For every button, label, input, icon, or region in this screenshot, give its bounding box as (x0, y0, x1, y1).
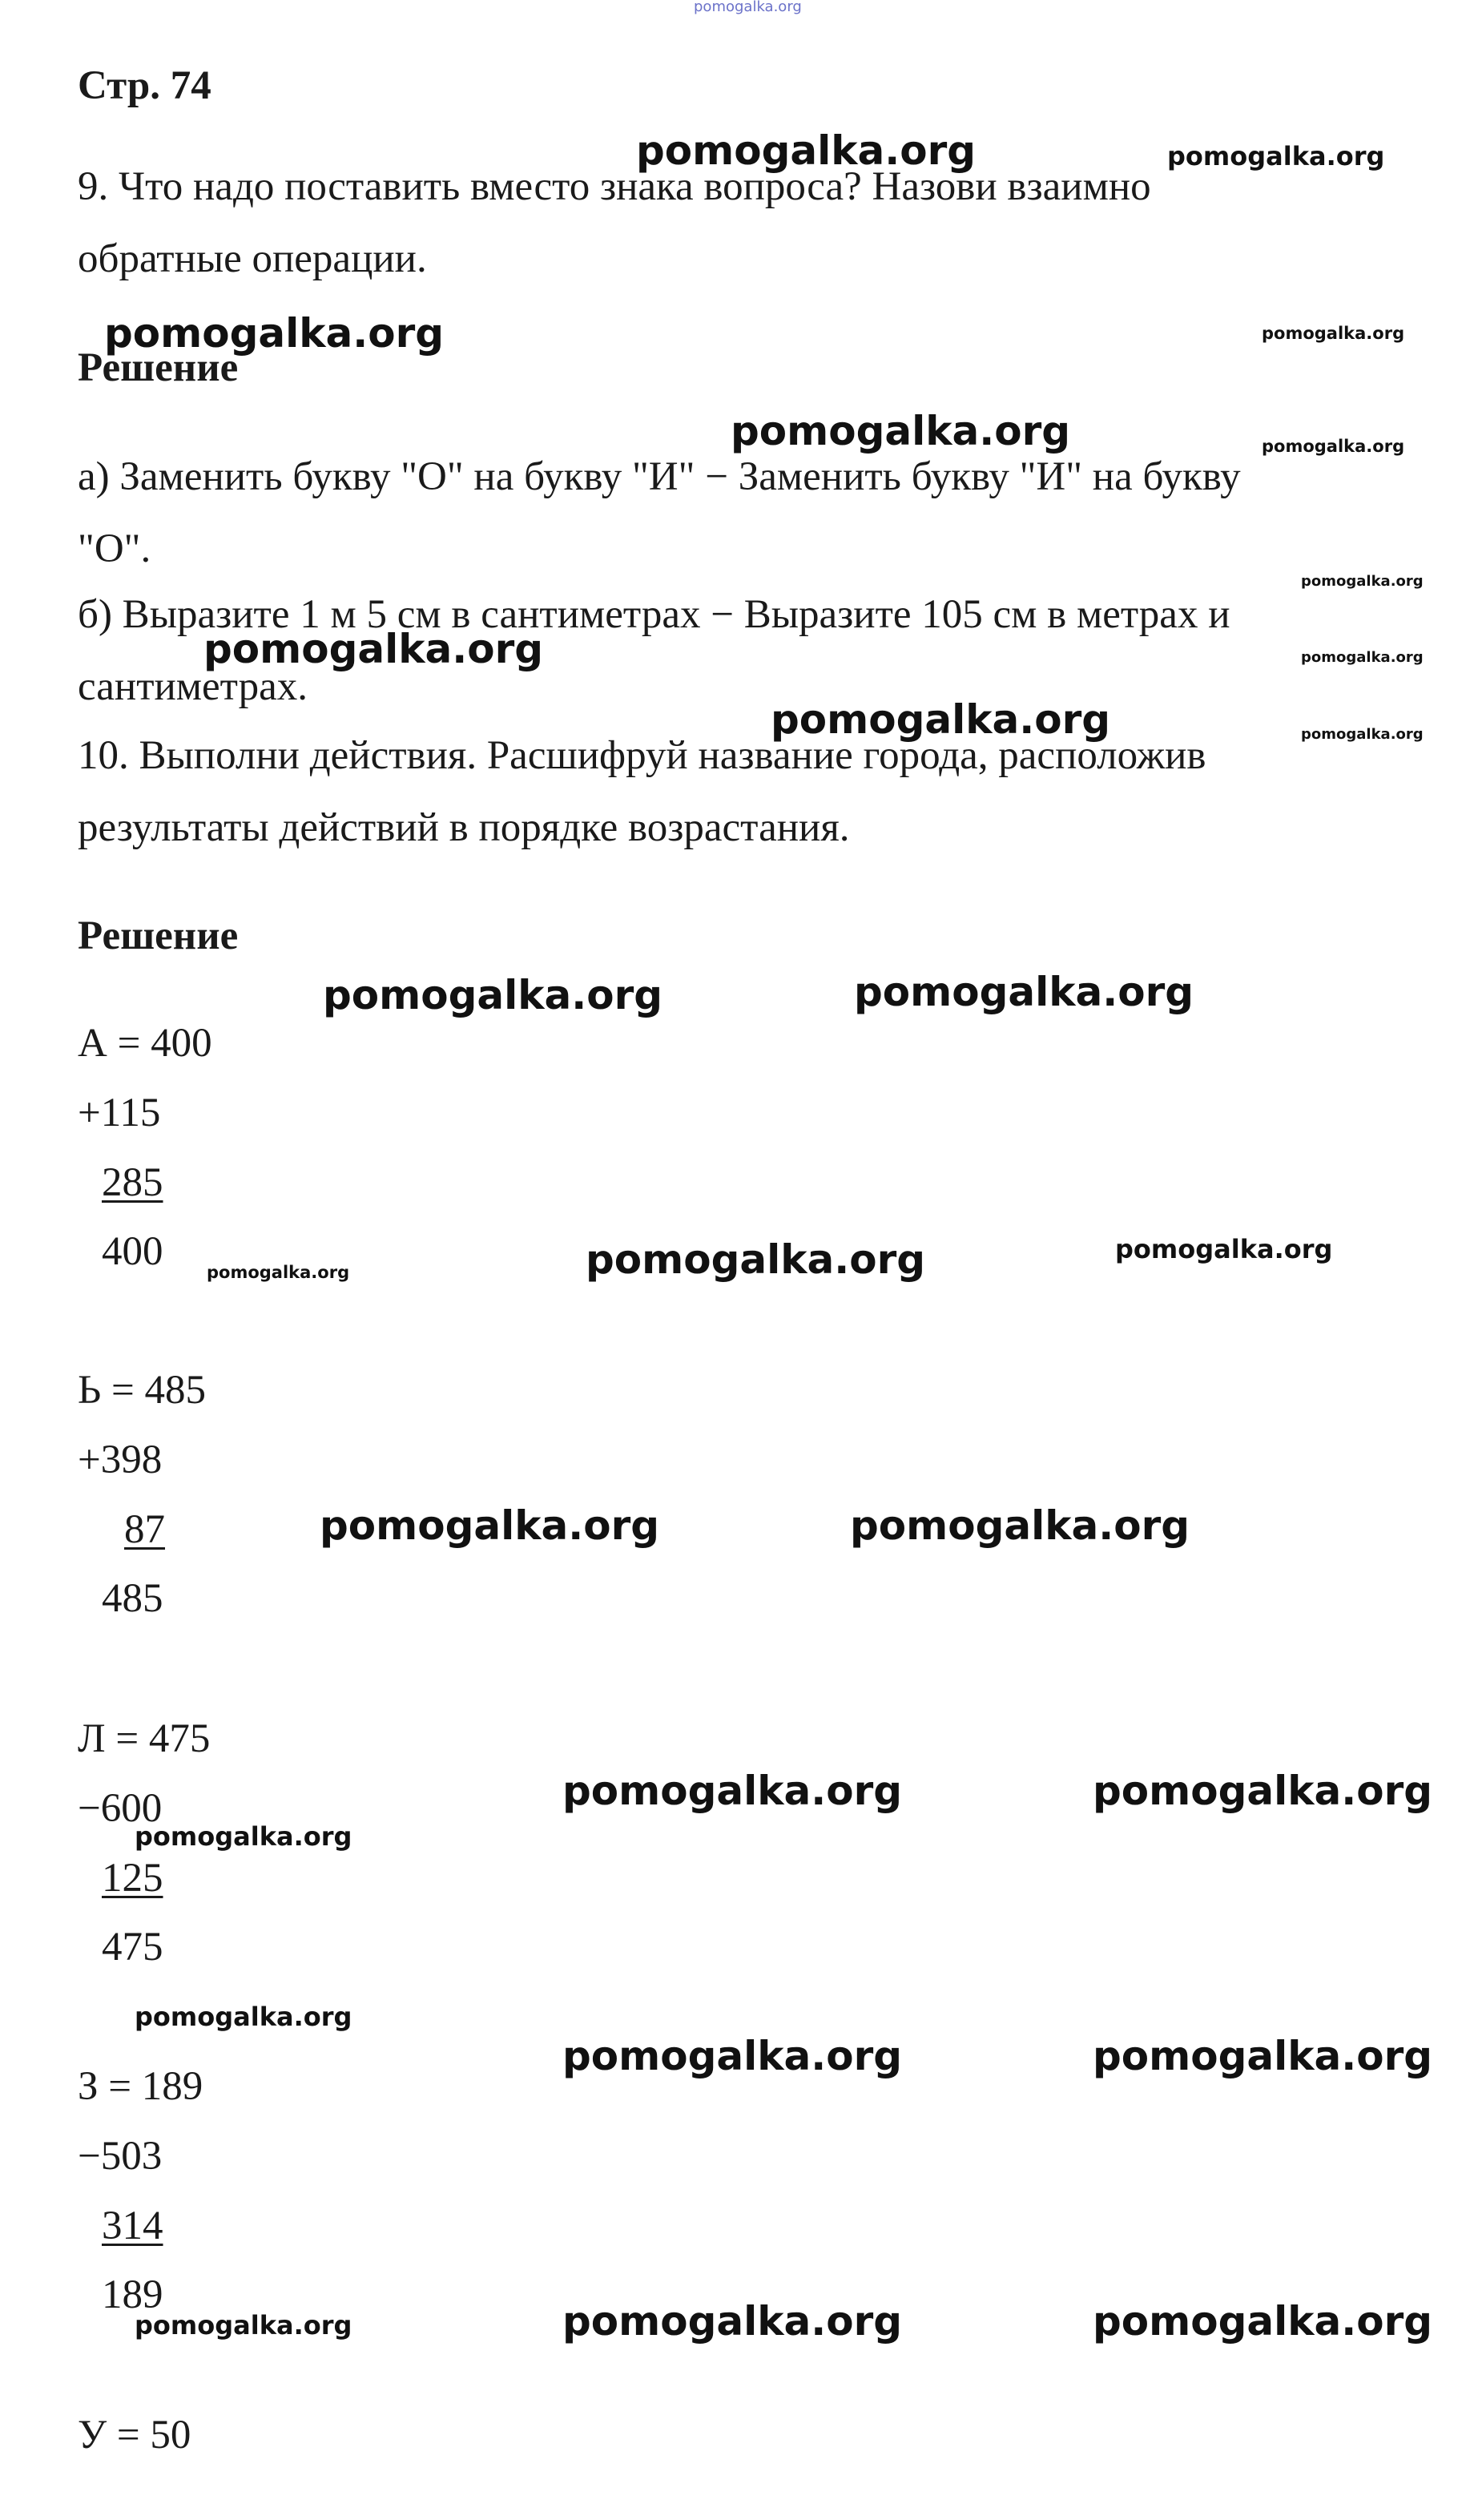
calc-soft-sign-check: 485 (102, 1576, 163, 1621)
watermark: pomogalka.org (1093, 2298, 1433, 2345)
watermark: pomogalka.org (135, 1821, 352, 1852)
task10-question-line1: 10. Выполни действия. Расшифруй название города, расположив (78, 733, 1206, 778)
calc-a-second-operand: 285 (102, 1160, 163, 1205)
watermark: pomogalka.org (731, 408, 1071, 454)
calc-z-second-operand: 314 (102, 2203, 163, 2248)
calc-a-operand: +115 (78, 1091, 161, 1135)
task10-solution-heading: Решение (78, 913, 239, 958)
watermark: pomogalka.org (135, 2002, 352, 2032)
calc-l-result: Л = 475 (78, 1716, 211, 1761)
watermark: pomogalka.org (207, 1263, 350, 1282)
task9-answer-a-line1: а) Заменить букву "О" на букву "И" − Заменить букву "И" на букву (78, 454, 1241, 499)
calc-u-result: У = 50 (78, 2413, 191, 2458)
calc-soft-sign-result: Ь = 485 (78, 1368, 207, 1413)
calc-soft-sign-second-operand: 87 (124, 1507, 165, 1552)
task9-answer-a-line2: "О". (78, 526, 151, 571)
watermark: pomogalka.org (1093, 1768, 1433, 1814)
watermark: pomogalka.org (104, 310, 445, 357)
calc-z-result: З = 189 (78, 2064, 203, 2109)
task9-answer-b-line2: сантиметрах. (78, 664, 308, 709)
top-watermark: pomogalka.org (694, 0, 802, 15)
watermark: pomogalka.org (562, 1768, 903, 1814)
calc-soft-sign-operand: +398 (78, 1437, 163, 1482)
watermark: pomogalka.org (562, 2298, 903, 2345)
watermark: pomogalka.org (586, 1236, 926, 1283)
watermark: pomogalka.org (203, 626, 544, 672)
watermark: pomogalka.org (562, 2033, 903, 2079)
calc-l-second-operand: 125 (102, 1856, 163, 1901)
task9-answer-b-line1: б) Выразите 1 м 5 см в сантиметрах − Выразите 105 см в метрах и (78, 592, 1230, 637)
calc-l-check: 475 (102, 1925, 163, 1970)
task9-question-line2: обратные операции. (78, 236, 427, 281)
watermark: pomogalka.org (1093, 2033, 1433, 2079)
page-title: Стр. 74 (78, 63, 211, 108)
watermark: pomogalka.org (323, 972, 663, 1018)
watermark: pomogalka.org (771, 696, 1111, 743)
watermark: pomogalka.org (1115, 1234, 1333, 1264)
watermark: pomogalka.org (1262, 324, 1405, 343)
watermark: pomogalka.org (636, 127, 977, 174)
watermark: pomogalka.org (1167, 141, 1385, 171)
watermark: pomogalka.org (320, 1502, 660, 1549)
watermark: pomogalka.org (1301, 726, 1424, 743)
task10-question-line2: результаты действий в порядке возрастания. (78, 805, 850, 850)
watermark: pomogalka.org (135, 2310, 352, 2341)
watermark: pomogalka.org (854, 969, 1194, 1015)
calc-a-check: 400 (102, 1229, 163, 1274)
watermark: pomogalka.org (1262, 437, 1405, 456)
calc-z-operand: −503 (78, 2134, 163, 2179)
calc-a-result: А = 400 (78, 1021, 212, 1066)
task9-solution-heading: Решение (78, 345, 239, 390)
watermark: pomogalka.org (850, 1502, 1190, 1549)
watermark: pomogalka.org (1301, 573, 1424, 590)
watermark: pomogalka.org (1301, 649, 1424, 666)
calc-l-operand: −600 (78, 1786, 163, 1831)
task9-question-line1: 9. Что надо поставить вместо знака вопроса? Назови взаимно (78, 164, 1151, 209)
calc-z-check: 189 (102, 2272, 163, 2317)
